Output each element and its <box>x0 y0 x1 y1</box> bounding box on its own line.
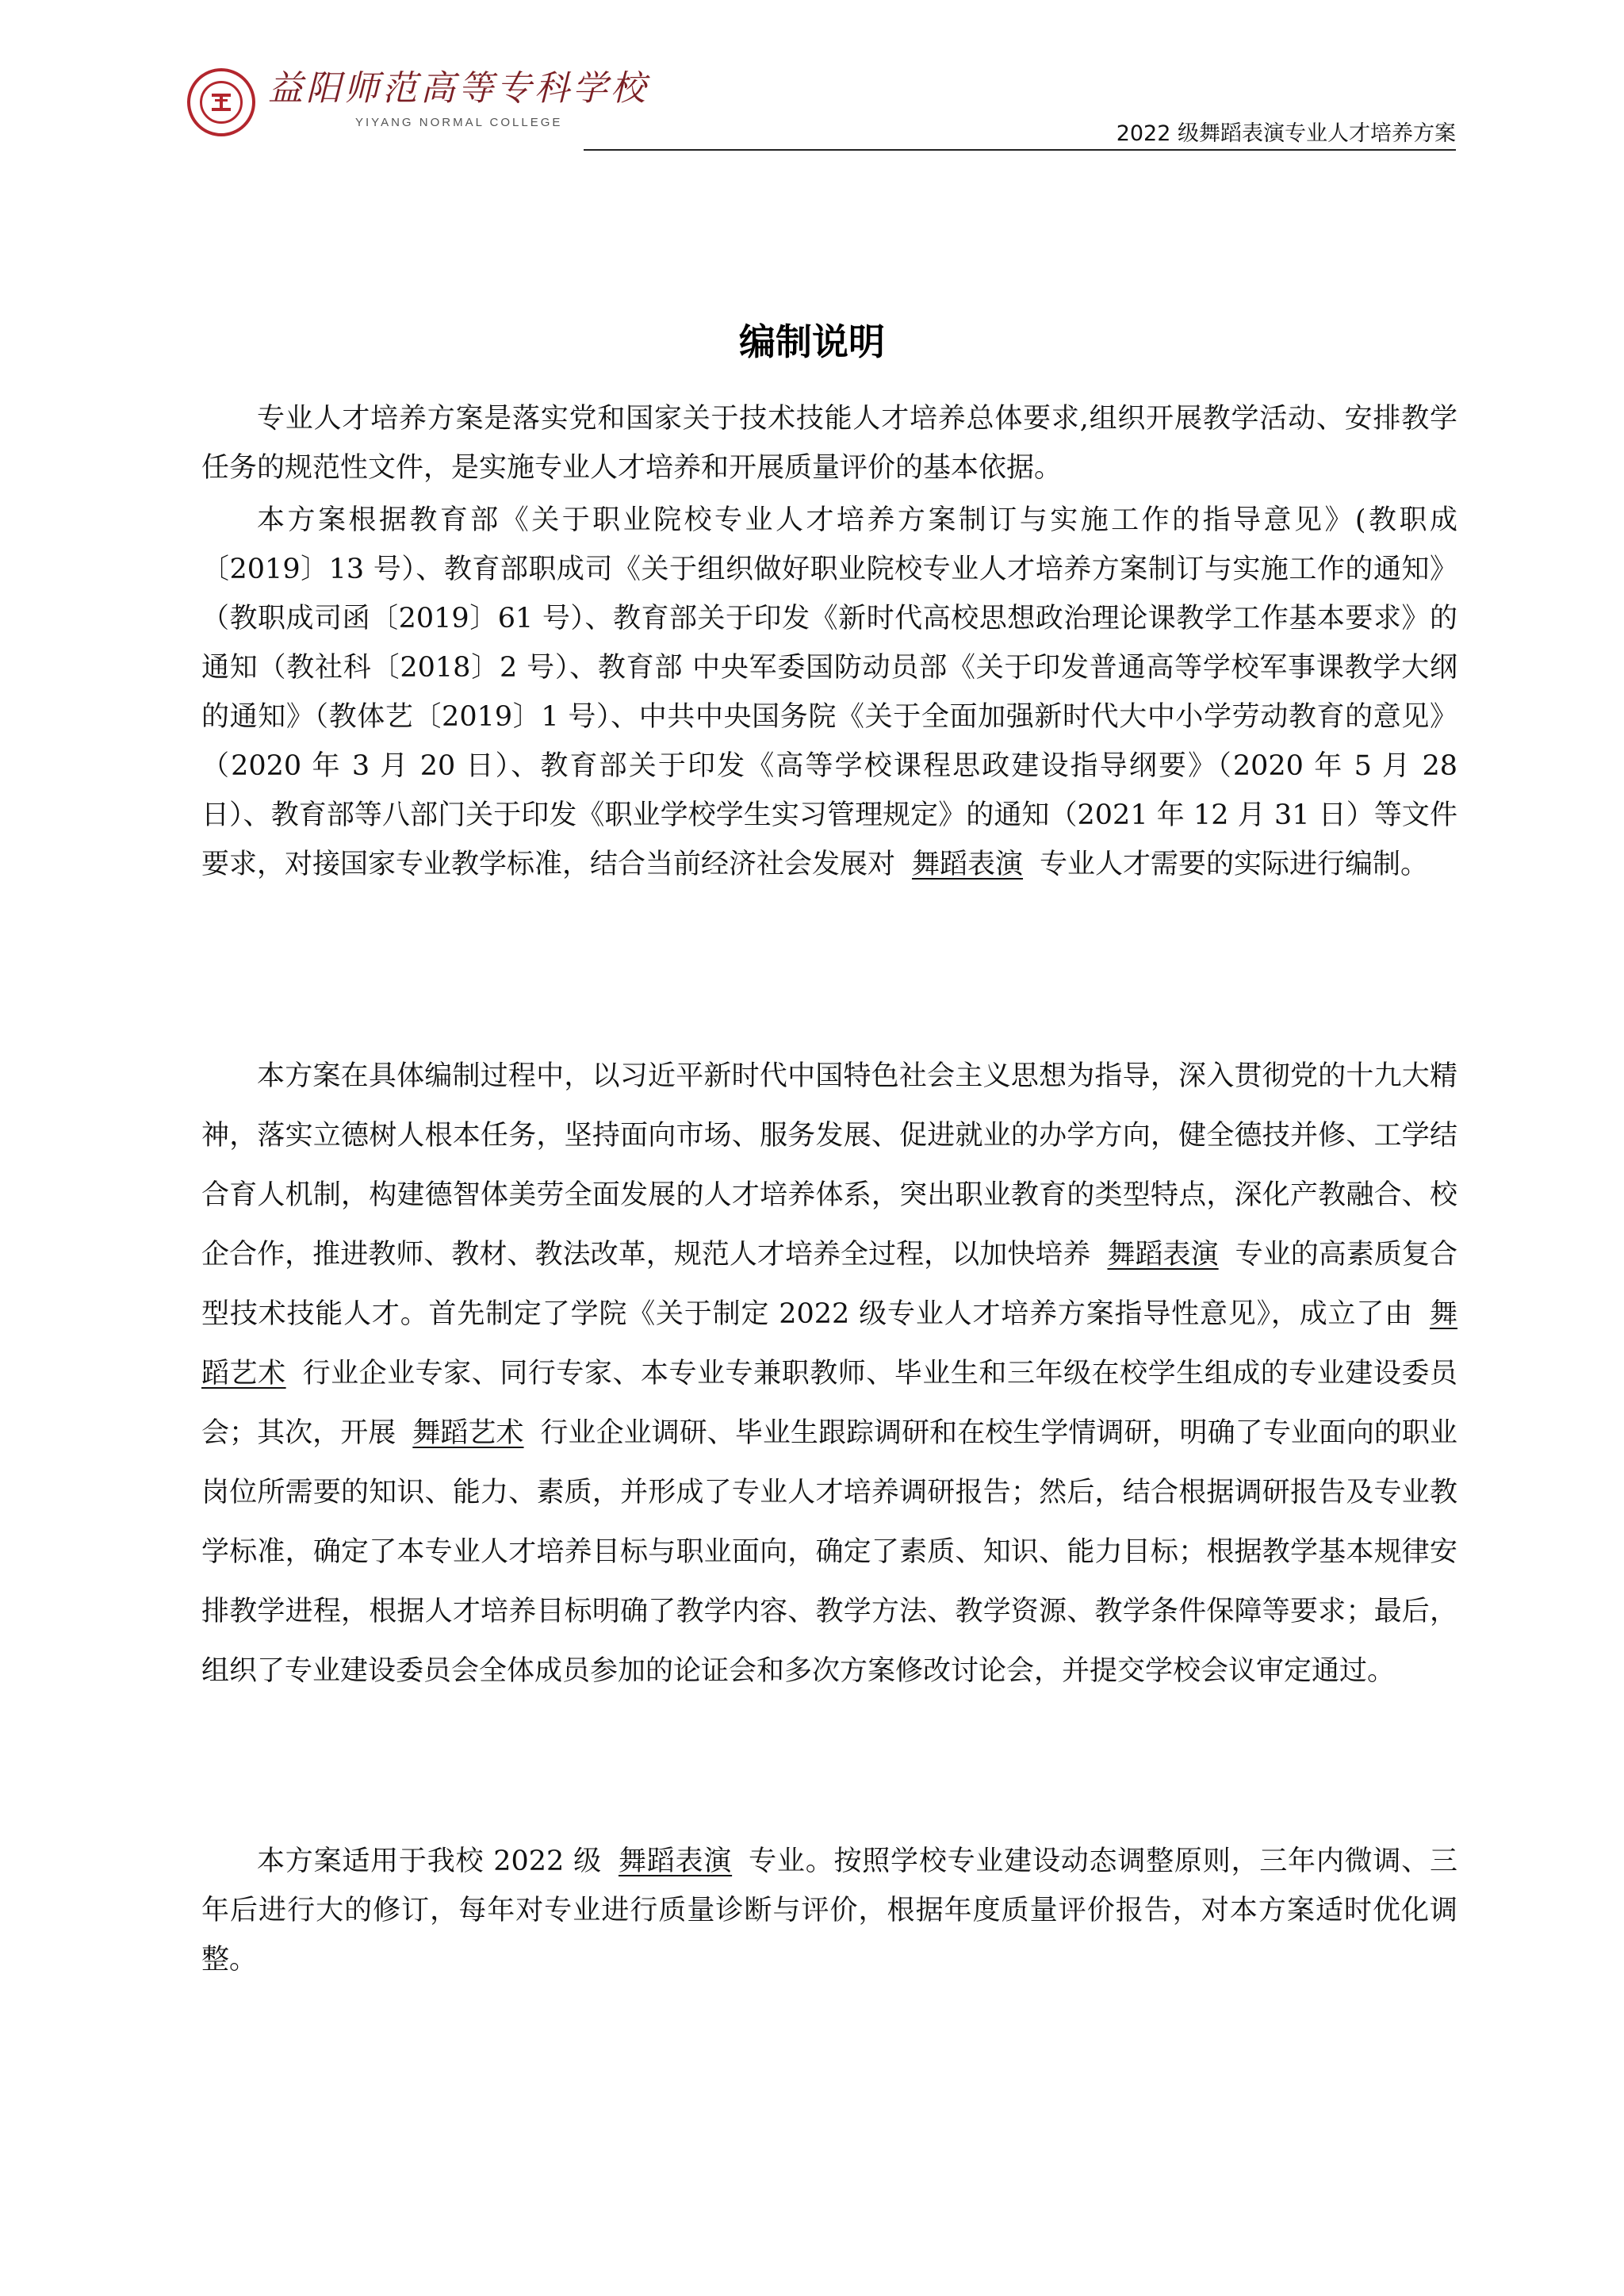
major-fill-in: 舞蹈表演 <box>912 849 1024 880</box>
industry-fill-in: 舞蹈艺术 <box>412 1417 524 1449</box>
school-name-en: YIYANG NORMAL COLLEGE <box>355 116 563 129</box>
paragraph-3-text-c: 行业企业专家、同行专家、本专业专兼职教师、毕业生和三年级在校学生组成的专业建设委员会；其次，开展 <box>201 1358 1457 1449</box>
paragraph-1 <box>201 394 1457 493</box>
page-header <box>0 0 1624 159</box>
paragraph-3 <box>201 1047 1457 1701</box>
paragraph-3-text-d: 行业企业调研、毕业生跟踪调研和在校生学情调研，明确了专业面向的职业岗位所需要的知识、能力、素质，并形成了专业人才培养调研报告；然后，结合根据调研报告及专业教学标准，确定了本专业人才培养目标与职业面向，确定了素质、知识、能力目标；根据教学基本规律安排教学进程，根据人才培养目标明确了教学内容、教学方法、教学资源、教学条件保障等要求；最后，组织了专业建设委员会全体成员参加的论证会和多次方案修改讨论会，并提交学校会议审定通过。 <box>201 1417 1457 1687</box>
header-divider <box>584 149 1456 151</box>
industry-fill-in: 舞蹈艺术 <box>201 1298 1457 1389</box>
paragraph-3-text-a: 本方案在具体编制过程中，以习近平新时代中国特色社会主义思想为指导，深入贯彻党的十九大精神，落实立德树人根本任务，坚持面向市场、服务发展、促进就业的办学方向，健全德技并修、工学结合育人机制，构建德智体美劳全面发展的人才培养体系，突出职业教育的类型特点，深化产教融合、校企合作，推进教师、教材、教法改革，规范人才培养全过程，以加快培养 <box>201 1060 1457 1271</box>
major-fill-in: 舞蹈表演 <box>618 1846 733 1877</box>
paragraph-1-text: 专业人才培养方案是落实党和国家关于技术技能人才培养总体要求,组织开展教学活动、安排教学任务的规范性文件，是实施专业人才培养和开展质量评价的基本依据。 <box>201 403 1457 484</box>
paragraph-3-text-b: 专业的高素质复合型技术技能人才。首先制定了学院《关于制定 2022 级专业人才培养方案指导性意见》，成立了由 <box>201 1239 1457 1330</box>
major-fill-in: 舞蹈表演 <box>1107 1239 1219 1271</box>
paragraph-4-text-a: 本方案适用于我校 2022 级 <box>257 1846 602 1877</box>
header-document-title: 2022 级舞蹈表演专业人才培养方案 <box>1116 121 1456 146</box>
paragraph-2 <box>201 496 1457 889</box>
paragraph-2-text-b: 专业人才需要的实际进行编制。 <box>1040 849 1429 880</box>
school-seal-icon <box>187 68 255 136</box>
school-name-cn: 益阳师范高等专科学校 <box>268 68 649 109</box>
paragraph-4-text-b: 专业。按照学校专业建设动态调整原则，三年内微调、三年后进行大的修订，每年对专业进行质量诊断与评价，根据年度质量评价报告，对本方案适时优化调整。 <box>201 1846 1457 1976</box>
paragraph-2-text-a: 本方案根据教育部《关于职业院校专业人才培养方案制订与实施工作的指导意见》(教职成〔2019〕13 号）、教育部职成司《关于组织做好职业院校专业人才培养方案制订与实施工作的通知》（教职成司函〔2019〕61 号）、教育部关于印发《新时代高校思想政治理论课教学工作基本要求》的通知（教社科〔2018〕2 号）、教育部 中央军委国防动员部《关于印发普通高等学校军事课教学大纲的通知》（教体艺〔2019〕1 号）、中共中央国务院《关于全面加强新时代大中小学劳动教育的意见》（2020 年 3 月 20 日）、教育部关于印发《高等学校课程思政建设指导纲要》（2020 年 5 月 28 日）、教育部等八部门关于印发《职业学校学生实习管理规定》的通知（2021 年 12 月 31 日）等文件要求，对接国家专业教学标准，结合当前经济社会发展对 <box>201 504 1457 880</box>
section-title: 编制说明 <box>739 320 885 363</box>
paragraph-4 <box>201 1837 1457 1984</box>
